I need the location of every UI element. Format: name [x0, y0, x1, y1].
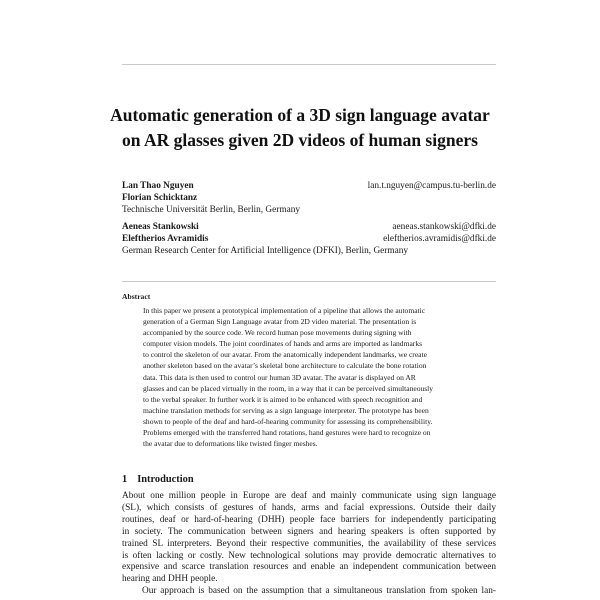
body-line: routines, deaf or hard-of-hearing (DHH) people face barriers for independently participating [122, 514, 496, 525]
title-line: on AR glasses given 2D videos of human signers [122, 130, 478, 150]
abstract-line: data. This data is then used to control our human 3D avatar. The avatar is displayed on AR [143, 372, 416, 382]
author-email: lan.t.nguyen@campus.tu-berlin.de [367, 181, 496, 191]
abstract-line: the avatar due to deformations like twisted finger meshes. [143, 439, 318, 449]
abstract-line: glasses and can be placed virtually in the room, in a way that it can be perceived simultaneously [143, 383, 434, 393]
body-line: Our approach is based on the assumption that a simultaneous translation from spoken lan- [142, 586, 496, 597]
abstract-line: to control the skeleton of our avatar. From the anatomically independent landmarks, we create [143, 350, 427, 360]
body-line: hearing and DHH people. [122, 574, 218, 585]
section-title: Introduction [137, 474, 194, 485]
body-line: About one million people in Europe are deaf and mainly communicate using sign language [122, 491, 496, 501]
paper-title [100, 103, 500, 153]
title-line: Automatic generation of a 3D sign language avatar [110, 105, 490, 125]
section-heading [122, 474, 194, 485]
body-line: (SL), which consists of gestures of hands, arms and facial expressions. Outside their daily [122, 502, 496, 513]
abstract-line: generation of a German Sign Language avatar from 2D video material. The presentation is [143, 317, 417, 327]
author-row [122, 222, 496, 234]
abstract-body [143, 305, 475, 449]
author-block-dfki [122, 222, 496, 257]
author-email: eleftherios.avramidis@dfki.de [383, 233, 496, 244]
body-line: expensive and scarce translation resources and enable an independent communication between [122, 562, 496, 573]
abstract-line: In this paper we present a prototypical implementation of a pipeline that allows the automatic [143, 306, 426, 315]
abstract-line: Problems emerged with the transferred hand rotations, hand gestures were hard to recognize on [143, 428, 431, 438]
body-line: is often lacking or costly. New technological solutions may provide democratic alternatives to [122, 550, 496, 561]
author-name: Aeneas Stankowski [122, 222, 199, 232]
body-line: in society. The communication between signers and hearing speakers is often supported by [122, 526, 496, 537]
abstract-heading: Abstract [122, 292, 151, 301]
abstract-rule [122, 281, 496, 282]
author-block-tu-berlin [122, 181, 496, 216]
author-name: Florian Schicktanz [122, 192, 198, 203]
abstract-line: accompanied by the source code. We record human pose movements during signing with [143, 328, 412, 338]
section-number: 1 [122, 474, 128, 485]
affiliation: German Research Center for Artificial Intelligence (DFKI), Berlin, Germany [122, 245, 409, 256]
header-rule [122, 64, 496, 65]
intro-body [122, 491, 496, 598]
abstract-line: to the verbal speaker. In further work it is aimed to be enhanced with speech recognition and [143, 394, 423, 404]
author-name: Lan Thao Nguyen [122, 181, 194, 191]
abstract-line: computer vision models. The joint coordinates of hands and arms are imported as landmarks [143, 339, 423, 349]
author-name: Eleftherios Avramidis [122, 233, 209, 244]
abstract-line: machine translation methods for serving as a sign language interpreter. The prototype has been [143, 405, 429, 415]
author-row [122, 234, 496, 246]
abstract-line: shown to people of the deaf and hard-of-hearing community for assessing its comprehensibility. [143, 416, 433, 426]
author-row [122, 193, 496, 205]
affiliation: Technische Universität Berlin, Berlin, Germany [122, 204, 301, 215]
author-email: aeneas.stankowski@dfki.de [392, 222, 496, 232]
body-line: trained SL interpreters. Beyond their respective communities, the availability of these services [122, 538, 496, 549]
abstract-line: another skeleton based on the avatar’s skeletal bone architecture to calculate the bone rotation [143, 361, 427, 371]
author-row [122, 181, 496, 193]
